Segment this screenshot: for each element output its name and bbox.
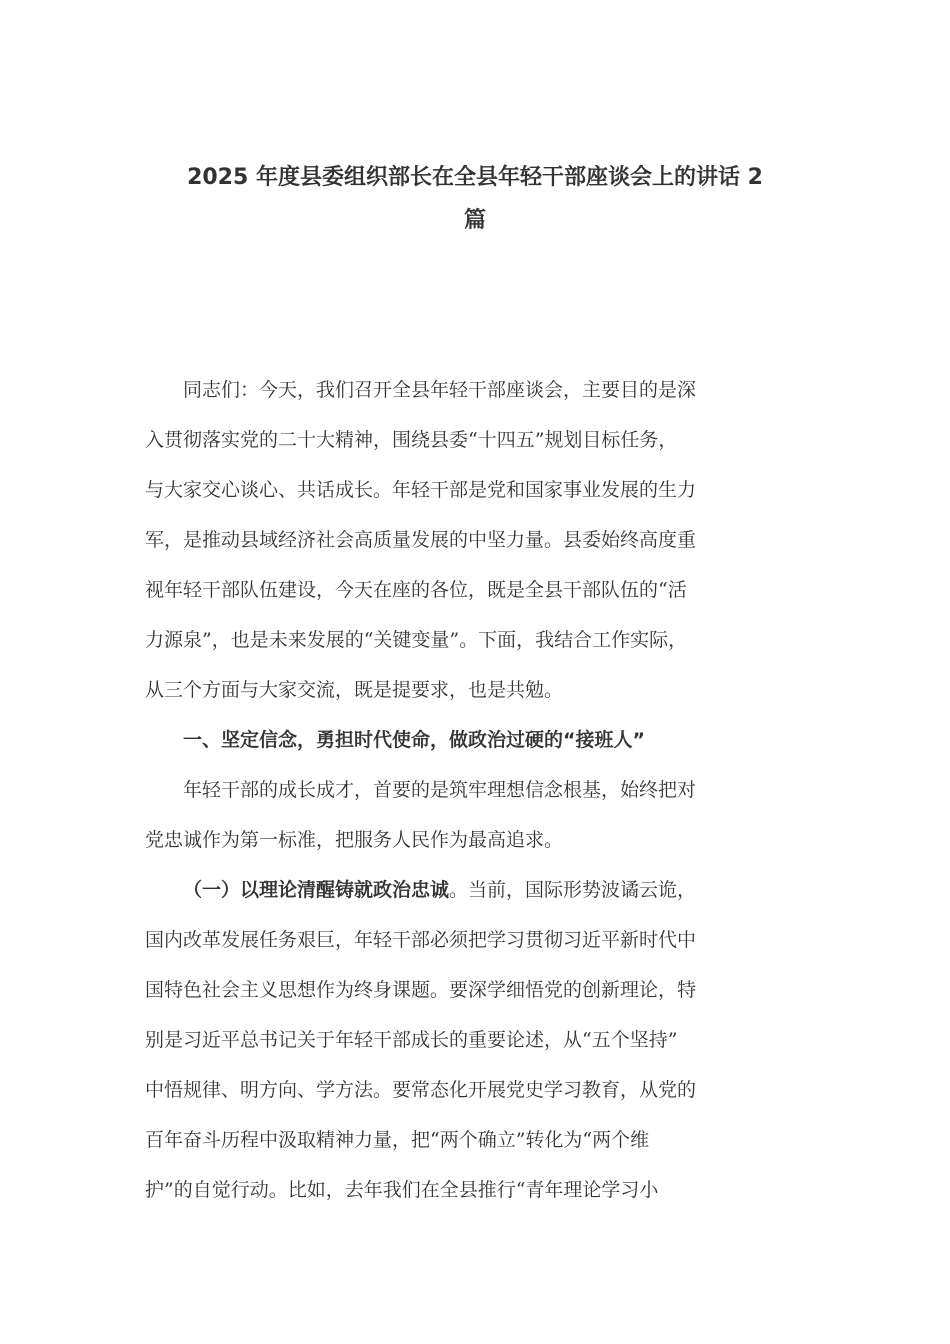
subsection-line: 中悟规律、明方向、学方法。要常态化开展党史学习教育，从党的 (145, 1079, 697, 1101)
intro-line: 从三个方面与大家交流，既是提要求，也是共勉。 (145, 679, 564, 701)
subsection-first-line (183, 875, 805, 905)
intro-line: 视年轻干部队伍建设，今天在座的各位，既是全县干部队伍的“活 (145, 579, 687, 601)
title-line-2: 篇 (463, 208, 486, 233)
title-line-1: 2025 年度县委组织部长在全县年轻干部座谈会上的讲话 2 (187, 165, 763, 190)
intro-line: 与大家交心谈心、共话成长。年轻干部是党和国家事业发展的生力 (145, 479, 697, 501)
section-line: 年轻干部的成长成才，首要的是筑牢理想信念根基，始终把对 (183, 779, 697, 801)
subsection-line: 别是习近平总书记关于年轻干部成长的重要论述，从“五个坚持” (145, 1029, 678, 1051)
subsection-heading: （一）以理论清醒铸就政治忠诚 (183, 879, 450, 901)
subsection-text: 。当前，国际形势波谲云诡， (449, 879, 697, 901)
intro-line: 力源泉”，也是未来发展的“关键变量”。下面，我结合工作实际， (145, 629, 688, 651)
section-heading: 一、坚定信念，勇担时代使命，做政治过硬的“接班人” (183, 729, 645, 751)
subsection-line: 国特色社会主义思想作为终身课题。要深学细悟党的创新理论，特 (145, 979, 697, 1001)
intro-line: 入贯彻落实党的二十大精神，围绕县委“十四五”规划目标任务， (145, 429, 678, 451)
document-title (145, 156, 805, 242)
subsection-line: 护”的自觉行动。比如，去年我们在全县推行“青年理论学习小 (145, 1179, 659, 1201)
subsection-line: 百年奋斗历程中汲取精神力量，把“两个确立”转化为“两个维 (145, 1129, 650, 1151)
intro-line: 军，是推动县域经济社会高质量发展的中坚力量。县委始终高度重 (145, 529, 697, 551)
section-line: 党忠诚作为第一标准，把服务人民作为最高追求。 (145, 829, 564, 851)
intro-line: 同志们：今天，我们召开全县年轻干部座谈会，主要目的是深 (183, 379, 697, 401)
subsection-line: 国内改革发展任务艰巨，年轻干部必须把学习贯彻习近平新时代中 (145, 929, 697, 951)
